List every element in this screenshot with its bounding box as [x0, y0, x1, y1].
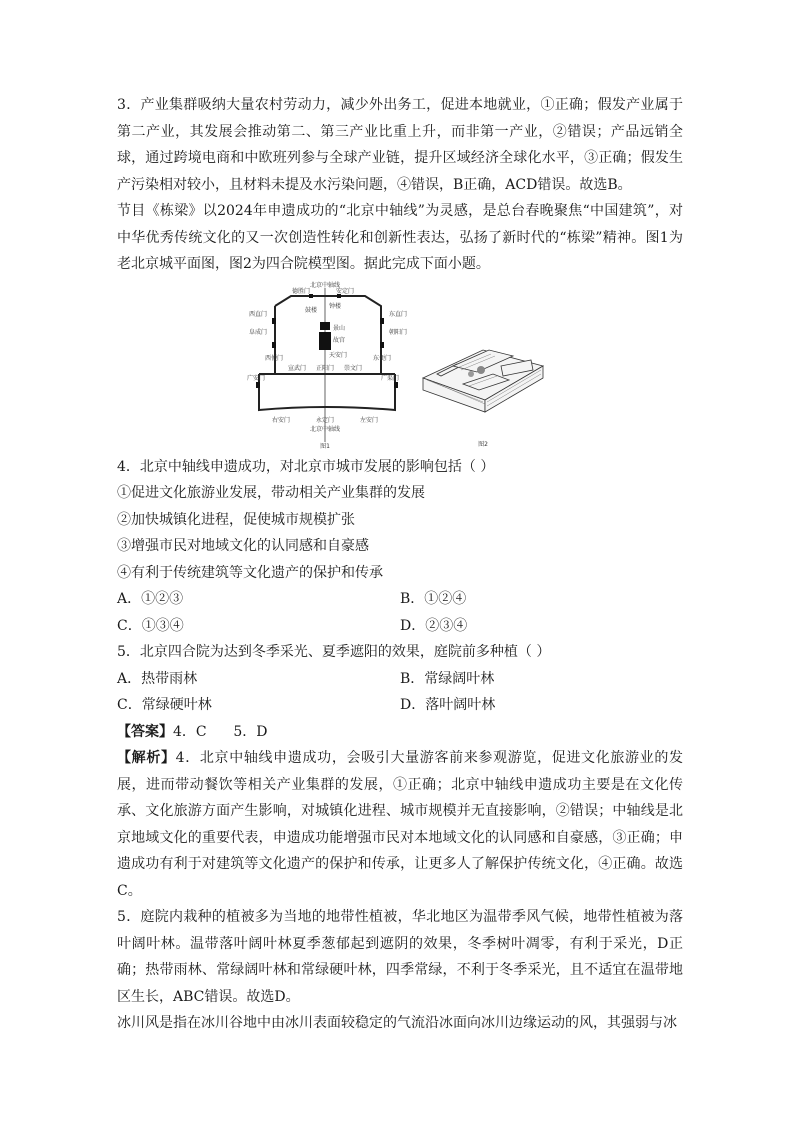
analysis-tag: 【解析】: [117, 750, 176, 766]
label-guanganmen: 广安门: [247, 374, 266, 382]
label-xuanwumen: 宣武门: [287, 364, 307, 372]
answer-text: 4．C 5．D: [173, 723, 268, 740]
q4-options-row-2: [117, 613, 683, 640]
label-fuchengmen: 阜成门: [248, 328, 267, 336]
label-zuoanmen: 左安门: [359, 416, 379, 424]
q4-stem: 4．北京中轴线申遗成功，对北京市城市发展的影响包括（ ）: [117, 458, 495, 475]
answer-line: [117, 719, 683, 746]
label-deshengmen: 德胜门: [291, 287, 311, 295]
explanation-q3: 3．产业集群吸纳大量农村劳动力，减少外出务工，促进本地就业，①正确；假发产业属于第二产业，其发展会推动第二、第三产业比重上升，而非第一产业，②错误；产品远销全球，通过跨境电商和中欧班列参与全球产业链，提升区域经济全球化水平，③正确；假发生产污染相对较小，且材料未提及水污染问题，④错误，B正确，ACD错误。故选B。: [117, 97, 683, 193]
label-guangqumen: 广渠门: [381, 374, 400, 382]
siheyuan-model-illustration: [413, 300, 553, 450]
q4-option-a: A．①②③: [117, 591, 184, 607]
material-intro: 节目《栋梁》以2024年申遗成功的“北京中轴线”为灵感，是总台春晚聚焦“中国建筑”，对中华优秀传统文化的又一次创造性转化和创新性表达，弘扬了新时代的“栋梁”精神。图1为老北京城平面图，图2为四合院模型图。据此完成下面小题。: [117, 203, 683, 272]
q5-stem: 5．北京四合院为达到冬季采光、夏季遮阳的效果，庭院前多种植（ ）: [117, 644, 551, 660]
answer-tag: 【答案】: [117, 723, 173, 740]
axis-label-top: 北京中轴线: [309, 281, 341, 289]
old-beijing-city-map: [245, 281, 408, 452]
label-andingmen: 安定门: [335, 287, 355, 295]
q5-options-row-2: [117, 692, 683, 719]
label-zhonglou: 钟楼: [329, 302, 342, 310]
label-xibianmen: 西便门: [264, 354, 283, 362]
label-dongbianmen: 东便门: [373, 354, 392, 362]
q4-option-b: B．①②④: [400, 591, 467, 607]
label-xizhimen: 西直门: [248, 310, 267, 318]
label-gulou: 鼓楼: [304, 306, 317, 314]
analysis-q5: 5．庭院内栽种的植被多为当地的地带性植被，华北地区为温带季风气候，地带性植被为落叶阔叶林。温带落叶阔叶林夏季葱郁起到遮阴的效果，冬季树叶凋零，有利于采光，D正确；热带雨林、常绿阔叶林和常绿硬叶林，四季常绿，不利于冬季采光，且不适宜在温带地区生长，ABC错误。故选D。: [117, 909, 683, 1005]
q5-option-a: A．热带雨林: [117, 670, 198, 687]
q5-option-d: D．落叶阔叶林: [400, 697, 496, 713]
label-dongzhimen: 东直门: [389, 310, 408, 318]
document-page: [117, 92, 683, 1037]
q4-options-row-1: [117, 586, 683, 613]
figures: [117, 282, 683, 452]
analysis-q4-text: 4．北京中轴线申遗成功，会吸引大量游客前来参观游览，促进文化旅游业的发展，进而带动餐饮等相关产业集群的发展，①正确；北京中轴线申遗成功主要是在文化传承、文化旅游方面产生影响，对城镇化进程、城市规模并无直接影响，②错误；中轴线是北京地域文化的重要代表，申遗成功能增强市民对本地域文化的认同感和自豪感，③正确；申遗成功有利于对建筑等文化遗产的保护和传承，让更多人了解保护传统文化，④正确。故选C。: [117, 750, 684, 899]
next-material: 冰川风是指在冰川谷地中由冰川表面较稳定的气流沿冰面向冰川边缘运动的风，其强弱与冰: [117, 1015, 677, 1031]
label-gugong: 故宫: [333, 336, 346, 344]
q4-item-2: ②加快城镇化进程，促使城市规模扩张: [117, 511, 355, 528]
q4-option-c: C．①③④: [117, 617, 184, 634]
analysis-q4: [117, 745, 683, 904]
axis-label-bottom: 北京中轴线: [309, 425, 341, 433]
label-zhengyangmen: 正阳门: [315, 364, 335, 372]
label-chaoyangmen: 朝阳门: [389, 328, 408, 336]
q5-option-c: C．常绿硬叶林: [117, 697, 212, 713]
q5-option-b: B．常绿阔叶林: [400, 670, 495, 687]
label-yongdingmen: 永定门: [315, 416, 335, 424]
q5-options-row-1: [117, 666, 683, 693]
label-jingshan: 景山: [333, 324, 346, 332]
q4-item-3: ③增强市民对地域文化的认同感和自豪感: [117, 538, 369, 554]
q4-option-d: D．②③④: [400, 617, 468, 634]
figure1-caption: 图1: [320, 442, 330, 450]
label-chongwenmen: 崇文门: [343, 364, 363, 372]
figure2-caption: 图2: [478, 440, 488, 448]
label-youanmen: 右安门: [271, 416, 291, 424]
label-tiananmen: 天安门: [329, 351, 348, 359]
q4-item-4: ④有利于传统建筑等文化遗产的保护和传承: [117, 564, 383, 581]
q4-item-1: ①促进文化旅游业发展，带动相关产业集群的发展: [117, 485, 425, 501]
